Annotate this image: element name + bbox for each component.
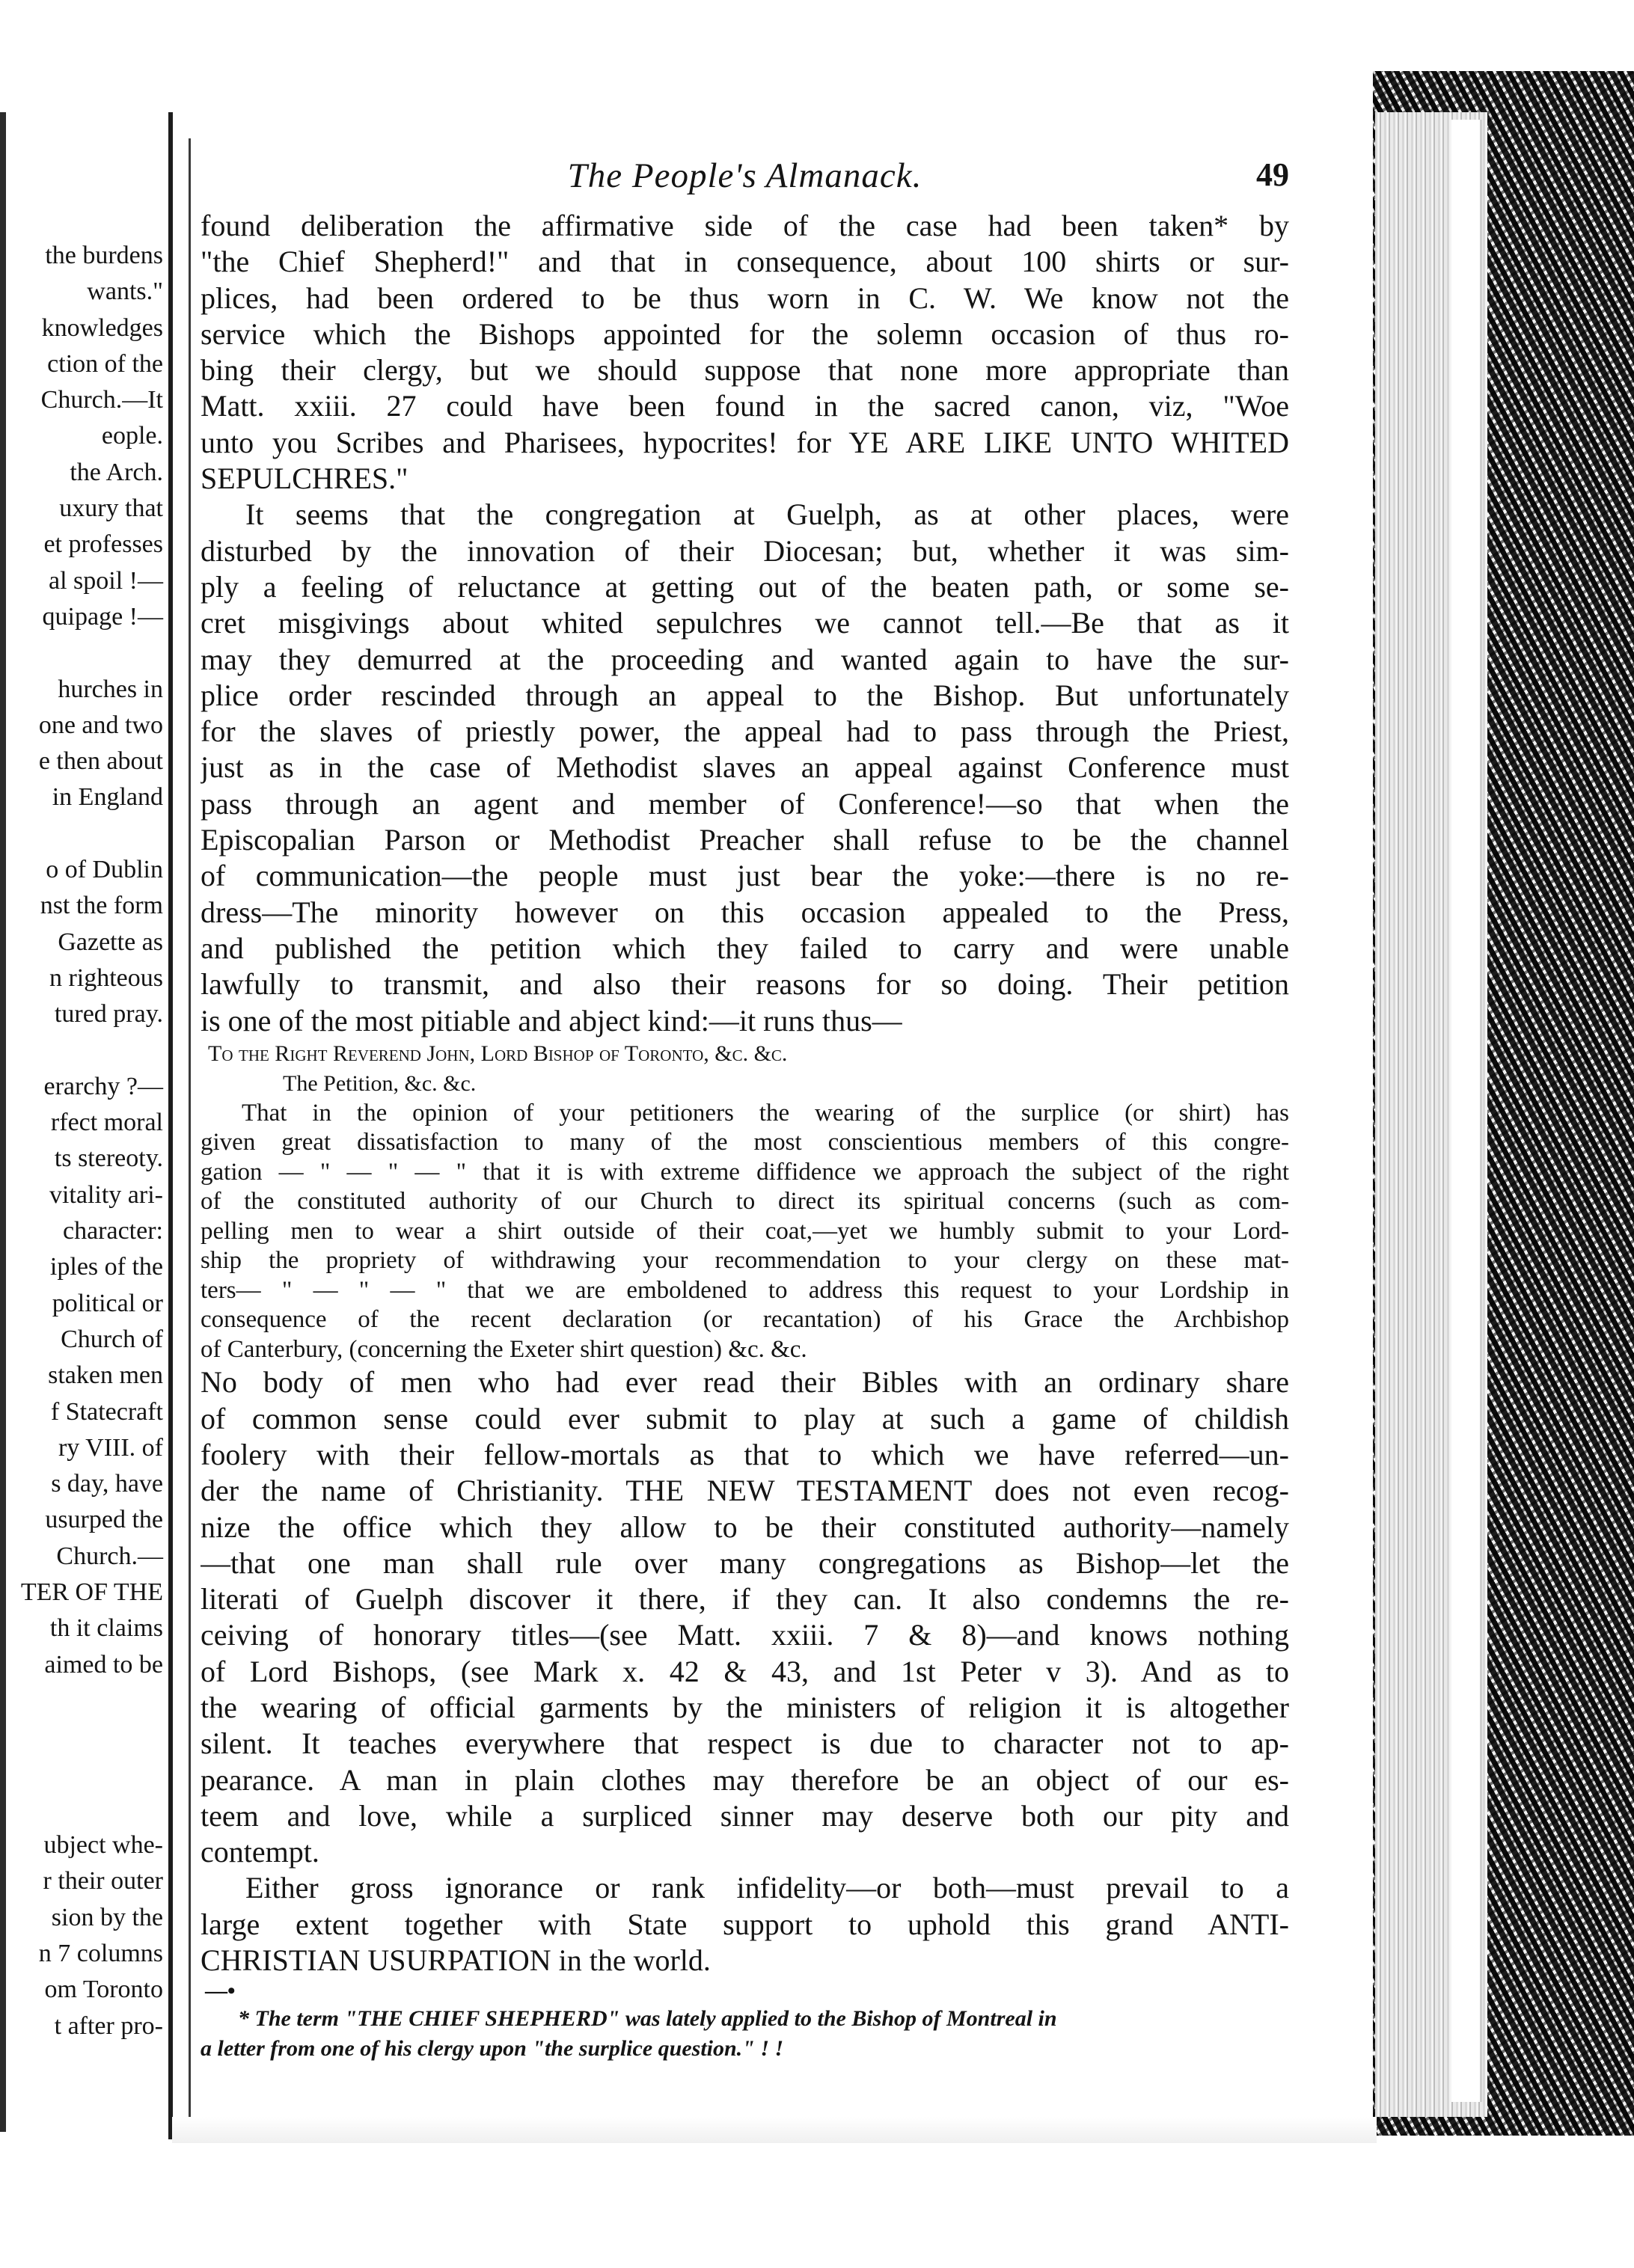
left-page-line: eople. — [101, 422, 163, 450]
footnote-rule: —• — [205, 1979, 236, 2004]
left-page-line: al spoil !— — [49, 566, 163, 595]
left-page-fragment — [0, 238, 166, 2044]
body-line: Either gross ignorance or rank infidelity—or both—must prevail to a — [245, 1871, 1289, 1905]
left-page-line: ts stereoty. — [54, 1144, 163, 1173]
left-page-line: political or — [52, 1289, 163, 1317]
body-line: foolery with their fellow-mortals as that to which we have referred—un- — [201, 1437, 1289, 1471]
petition-line: ters— " — " — " that we are emboldened to address this request to your Lordship in — [201, 1276, 1289, 1304]
paragraph-3 — [201, 1364, 1289, 1870]
left-page-line: e then about — [38, 747, 163, 776]
left-page-line: the Arch. — [70, 458, 163, 486]
left-page-line: et professes — [43, 530, 163, 559]
footnote-line: a letter from one of his clergy upon "the surplice question." ! ! — [201, 2036, 784, 2062]
left-page-line: ry VIII. of — [58, 1433, 163, 1462]
body-line: CHRISTIAN USURPATION in the world. — [201, 1943, 711, 1978]
body-line: bing their clergy, but we should suppose that none more appropriate than — [201, 353, 1289, 387]
body-line: plices, had been ordered to be thus worn in C. W. We know not the — [201, 281, 1289, 315]
left-page-line: one and two — [38, 711, 163, 739]
left-page-line: r their outer — [43, 1867, 163, 1895]
left-page-line: staken men — [48, 1361, 163, 1390]
left-page-line: rfect moral — [50, 1109, 163, 1137]
petition-heading: The Petition, &c. &c. — [283, 1070, 477, 1096]
body-line: ply a feeling of reluctance at getting out of the beaten path, or some se- — [201, 569, 1289, 604]
paragraph-1 — [201, 208, 1289, 497]
left-page-line: vitality ari- — [49, 1180, 163, 1209]
body-line: nize the office which they allow to be their constituted authority—namely — [201, 1510, 1289, 1544]
left-page-line: hurches in — [58, 675, 163, 703]
left-page-line: o of Dublin — [46, 856, 163, 884]
body-line: pass through an agent and member of Conference!—so that when the — [201, 786, 1289, 821]
paragraph-2 — [201, 497, 1289, 1038]
left-page-line — [0, 1033, 166, 1069]
petition-line: consequence of the recent declaration (or recantation) of his Grace the Archbishop — [201, 1306, 1289, 1334]
left-page-line: nst the form — [40, 892, 163, 920]
left-page-line: usurped the — [45, 1506, 163, 1534]
body-line: of common sense could ever submit to play at such a game of childish — [201, 1401, 1289, 1435]
body-line: and published the petition which they failed to carry and were unable — [201, 931, 1289, 965]
body-line: the wearing of official garments by the ministers of religion it is altogether — [201, 1691, 1289, 1724]
body-line: unto you Scribes and Pharisees, hypocrites! for YE ARE LIKE UNTO WHITED — [201, 425, 1289, 459]
gutter-rule — [168, 112, 173, 2139]
page-fore-edge — [1451, 120, 1482, 2102]
left-page-line: sion by the — [51, 1903, 163, 1931]
body-line: SEPULCHRES." — [201, 462, 408, 496]
left-page-line: om Toronto — [44, 1976, 163, 2004]
body-line: of communication—the people must just bear the yoke:—there is no re- — [201, 859, 1289, 893]
body-line: cret misgivings about whited sepulchres we cannot tell.—Be that as it — [201, 606, 1289, 640]
petition-line: given great dissatisfaction to many of the most conscientious members of this congre- — [201, 1129, 1289, 1156]
body-line: lawfully to transmit, and also their reasons for so doing. Their petition — [201, 967, 1289, 1002]
left-page-line: knowledges — [41, 313, 163, 342]
petition-address: To the Right Reverend John, Lord Bishop of Toronto, &c. &c. — [208, 1040, 788, 1066]
left-page-line: character: — [63, 1217, 163, 1245]
petition-line: ship the propriety of withdrawing your recommendation to your clergy on these mat- — [201, 1247, 1289, 1275]
body-line: just as in the case of Methodist slaves an appeal against Conference must — [201, 750, 1289, 785]
left-page-line: t after pro- — [54, 2011, 163, 2040]
body-line: may they demurred at the proceeding and wanted again to have the sur- — [201, 642, 1289, 676]
footnote — [201, 2004, 1289, 2064]
petition-line: of the constituted authority of our Church to direct its spiritual concerns (such as com- — [201, 1188, 1289, 1216]
paragraph-4 — [201, 1870, 1289, 1979]
body-line: No body of men who had ever read their Bibles with an ordinary share — [201, 1365, 1289, 1400]
footnote-line: * The term "THE CHIEF SHEPHERD" was lately applied to the Bishop of Montreal in — [238, 2006, 1057, 2032]
body-line: of Lord Bishops, (see Mark x. 42 & 43, and 1st Peter v 3). And as to — [201, 1654, 1289, 1688]
left-page-line: iples of the — [49, 1253, 163, 1281]
left-page-line — [0, 1755, 166, 1791]
body-line: silent. It teaches everywhere that respect is due to character not to ap- — [201, 1726, 1289, 1761]
left-page-line: the burdens — [45, 242, 163, 269]
gutter-rule-inner — [189, 138, 191, 2128]
left-page-line: in England — [52, 783, 163, 812]
top-margin — [0, 0, 195, 112]
left-page-line — [0, 1683, 166, 1719]
body-line: —that one man shall rule over many congregations as Bishop—let the — [201, 1545, 1289, 1580]
left-page-line: ubject whe- — [43, 1831, 163, 1860]
left-page-line — [0, 1719, 166, 1755]
body-line: is one of the most pitiable and abject kind:—it runs thus— — [201, 1003, 902, 1038]
petition-line: That in the opinion of your petitioners the wearing of the surplice (or shirt) has — [242, 1099, 1289, 1127]
body-line: "the Chief Shepherd!" and that in consequence, about 100 shirts or sur- — [201, 245, 1289, 279]
body-line: pearance. A man in plain clothes may therefore be an object of our es- — [201, 1762, 1289, 1797]
petition-line: of Canterbury, (concerning the Exeter shirt question) &c. &c. — [201, 1335, 807, 1363]
body-line: contempt. — [201, 1835, 319, 1869]
body-line: dress—The minority however on this occasion appealed to the Press, — [201, 895, 1289, 929]
petition-line: gation — " — " — " that it is with extreme diffidence we approach the subject of the right — [201, 1158, 1289, 1186]
body-line: large extent together with State support to uphold this grand ANTI- — [201, 1907, 1289, 1941]
body-line: der the name of Christianity. THE NEW TESTAMENT does not even recog- — [201, 1474, 1289, 1508]
left-page-line — [0, 1792, 166, 1827]
left-page-line: erarchy ?— — [43, 1072, 163, 1100]
left-page-line: s day, have — [51, 1470, 163, 1498]
petition-line: pelling men to wear a shirt outside of their coat,—yet we humbly submit to your Lord- — [201, 1217, 1289, 1245]
right-page — [201, 156, 1289, 2064]
left-page-line: uxury that — [59, 494, 163, 523]
petition-text — [201, 1099, 1289, 1365]
left-page-line: th it claims — [49, 1614, 163, 1643]
left-page-line: ction of the — [47, 349, 163, 378]
running-title: The People's Almanack. — [567, 156, 922, 195]
left-page-line: Gazette as — [58, 928, 163, 956]
body-line: service which the Bishops appointed for the solemn occasion of thus ro- — [201, 316, 1289, 351]
body-line: disturbed by the innovation of their Diocesan; but, whether it was sim- — [201, 533, 1289, 568]
body-line: Episcopalian Parson or Methodist Preacher shall refuse to be the channel — [201, 823, 1289, 857]
left-page-line: wants." — [87, 278, 163, 306]
left-page-line: aimed to be — [44, 1650, 163, 1679]
left-page-line: Church.—It — [40, 386, 163, 414]
left-page-line: Church of — [61, 1325, 163, 1353]
body-line: plice order rescinded through an appeal to the Bishop. But unfortunately — [201, 678, 1289, 712]
left-page-line: tured pray. — [54, 1000, 163, 1029]
left-page-line: f Statecraft — [50, 1397, 163, 1426]
body-line: It seems that the congregation at Guelph, as at other places, were — [245, 497, 1289, 532]
left-page-line: TER OF THE — [20, 1578, 163, 1606]
left-page-line: Church.— — [56, 1542, 163, 1570]
body-line: Matt. xxiii. 27 could have been found in the sacred canon, viz, "Woe — [201, 389, 1289, 423]
left-page-line: n righteous — [49, 963, 163, 992]
body-line: literati of Guelph discover it there, if they can. It also condemns the re- — [201, 1582, 1289, 1616]
left-page-line — [0, 635, 166, 671]
page-number: 49 — [1256, 156, 1289, 193]
running-head — [201, 156, 1289, 208]
body-line: ceiving of honorary titles—(see Matt. xxiii. 7 & 8)—and knows nothing — [201, 1618, 1289, 1652]
bottom-margin — [172, 2117, 1377, 2143]
body-line: teem and love, while a surpliced sinner may deserve both our pity and — [201, 1798, 1289, 1833]
body-line: for the slaves of priestly power, the appeal had to pass through the Priest, — [201, 714, 1289, 749]
left-page-line: quipage !— — [42, 602, 163, 631]
body-line: found deliberation the affirmative side of the case had been taken* by — [201, 209, 1289, 242]
left-page-line — [0, 816, 166, 852]
left-page-line: n 7 columns — [38, 1939, 163, 1967]
